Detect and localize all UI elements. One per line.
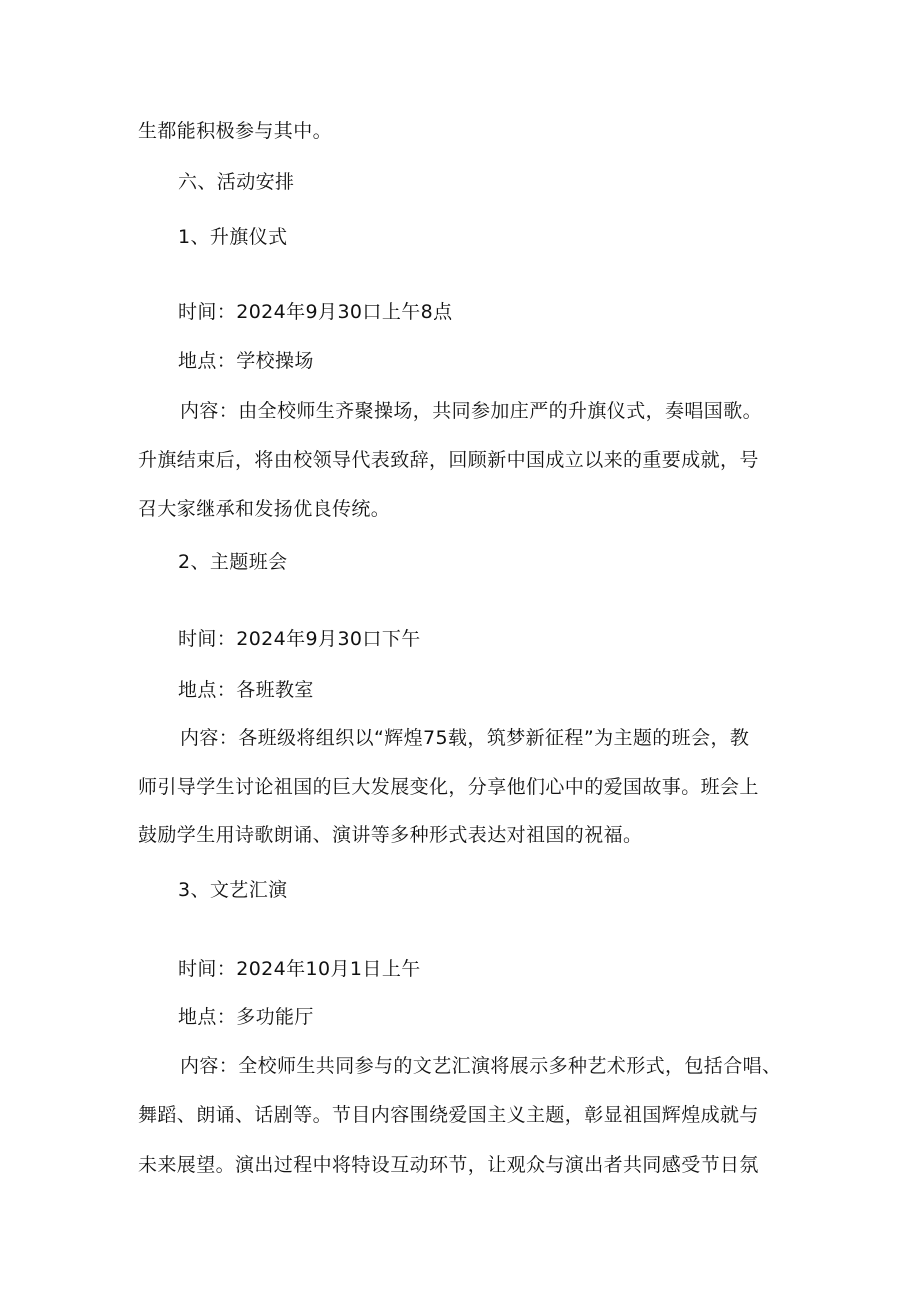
item3-content-line: 内容：全校师生共同参与的文艺汇演将展示多种艺术形式，包括合唱、 [180,1055,782,1077]
item1-content-line: 召大家继承和发扬优良传统。 [138,498,391,520]
section-heading: 六、活动安排 [178,171,295,193]
item3-place: 地点：多功能厅 [178,1006,314,1028]
item3-heading: 3、文艺汇演 [178,879,288,901]
item3-content-line: 舞蹈、朗诵、话剧等。节目内容围绕爱国主义主题，彰显祖国辉煌成就与 [138,1104,759,1126]
item1-content-line: 升旗结束后，将由校领导代表致辞，回顾新中国成立以来的重要成就，号 [138,449,759,471]
item1-place: 地点：学校操场 [178,350,314,372]
item1-time: 时间：2024年9月30口上午8点 [178,301,453,323]
item2-content-line: 内容：各班级将组织以“辉煌75载，筑梦新征程”为主题的班会，教 [180,727,750,749]
item1-content-line: 内容：由全校师生齐聚操场，共同参加庄严的升旗仪式，奏唱国歌。 [180,400,763,422]
item2-content-line: 鼓励学生用诗歌朗诵、演讲等多种形式表达对祖国的祝福。 [138,824,643,846]
item2-content-line: 师引导学生讨论祖国的巨大发展变化，分享他们心中的爱国故事。班会上 [138,776,759,798]
item2-heading: 2、主题班会 [178,551,288,573]
item2-time: 时间：2024年9月30口下午 [178,628,421,650]
item1-heading: 1、升旗仪式 [178,226,288,248]
item3-time: 时间：2024年10月1日上午 [178,958,421,980]
item3-content-line: 未来展望。演出过程中将特设互动环节，让观众与演出者共同感受节日氛 [138,1154,759,1176]
item2-place: 地点：各班教室 [178,679,314,701]
intro-end-line: 生都能积极参与其中。 [138,120,333,142]
